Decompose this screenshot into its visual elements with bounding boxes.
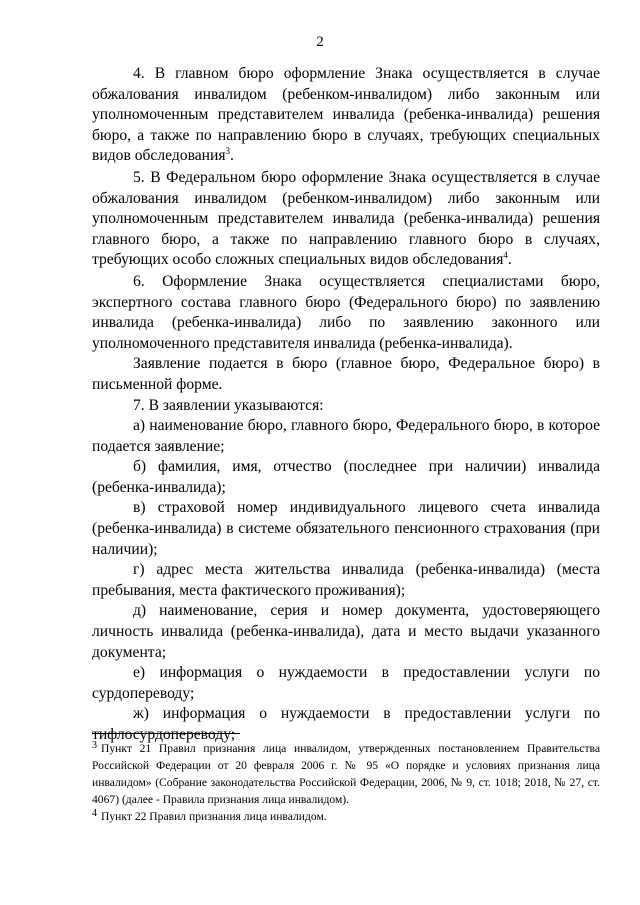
document-body [92,64,600,746]
subitem-g: г) адрес места жительства инвалида (ребенка-инвалида) (места пребывания, места фактического проживания); [92,561,600,599]
footnotes [92,740,600,825]
subitem-zh: ж) информация о нуждаемости в предоставлении услуги по тифлосурдопереводу; [92,705,600,743]
footnote-3: $^3$ Пункт 21 Правил признания лица инвалидом, утвержденных постановлением Правительства Российской Федерации от 20 февраля 2006 г. № 95 «О порядке и условиях признания лица инвалидом» (Собрание законодательства Российской Федерации, 2006, № 9, ст. 1018; 2018, № 27, ст. 4067) (далее - Правила признания лица инвалидом). [92,740,600,806]
page-number: 2 [316,34,324,50]
subitem-e: е) информация о нуждаемости в предоставлении услуги по сурдопереводу; [92,664,600,702]
subitem-b: б) фамилия, имя, отчество (последнее при наличии) инвалида (ребенка-инвалида); [92,458,600,496]
paragraph-item-5: 5. В Федеральном бюро оформление Знака осуществляется в случае обжалования инвалидом (ребенком-инвалидом) либо законным или уполномоченным представителем инвалида (ребенка-инвалида) решения главного бюро, а также по направлению главного бюро в случаях, требующих особо сложных специальных видов обследования$^4$. [92,168,600,269]
paragraph-item-7: 7. В заявлении указываются: [133,396,324,414]
footnote-mark-4: 4 [92,808,97,819]
footnote-4: $^4$ Пункт 22 Правил признания лица инвалидом. [92,808,327,823]
paragraph-item-6: 6. Оформление Знака осуществляется специалистами бюро, экспертного состава главного бюро (Федерального бюро) по заявлению инвалида (ребенка-инвалида) либо по заявлению законного или уполномоченного представителя инвалида (ребенка-инвалида). [92,272,600,352]
footnote-ref-4: 4 [503,250,508,261]
paragraph-item-4: 4. В главном бюро оформление Знака осуществляется в случае обжалования инвалидом (ребенком-инвалидом) либо законным или уполномоченным представителем инвалида (ребенка-инвалида) решения бюро, а также по направлению бюро в случаях, требующих специальных видов обследования$^3$. [92,65,600,165]
subitem-v: в) страховой номер индивидуального лицевого счета инвалида (ребенка-инвалида) в системе обязательного пенсионного страхования (при наличии); [92,499,600,558]
paragraph-application-form: Заявление подается в бюро (главное бюро, Федеральное бюро) в письменной форме. [92,355,600,393]
subitem-a: а) наименование бюро, главного бюро, Федерального бюро, в которое подается заявление; [92,417,600,455]
footnote-ref-3: 3 [225,146,231,157]
subitem-d: д) наименование, серия и номер документа, удостоверяющего личность инвалида (ребенка-инвалида), дата и место выдачи указанного документа; [92,602,600,661]
footnote-separator [92,733,240,734]
footnote-mark-3: 3 [92,740,97,751]
